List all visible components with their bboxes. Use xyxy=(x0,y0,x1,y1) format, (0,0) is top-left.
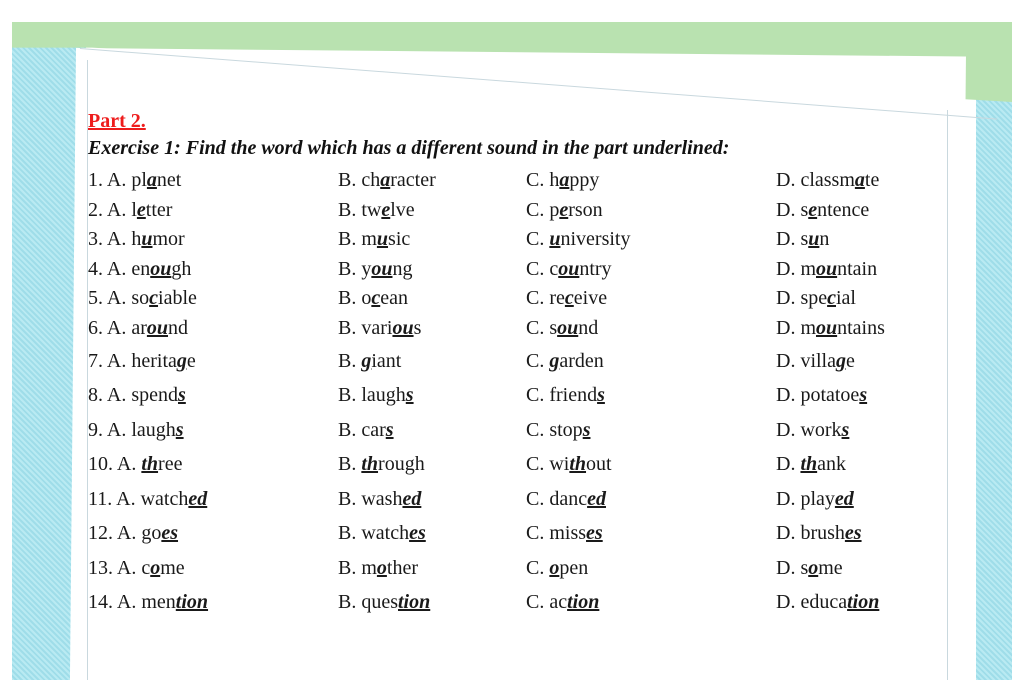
underlined-part: s xyxy=(841,418,850,441)
word-suffix: ntain xyxy=(837,257,878,280)
word-prefix: A. ar xyxy=(106,316,147,339)
underlined-part: s xyxy=(385,418,394,441)
question-number: 12. xyxy=(88,522,117,545)
option-b xyxy=(338,585,526,620)
underlined-part: tion xyxy=(567,591,600,614)
option-d xyxy=(776,284,948,314)
question-number: 8. xyxy=(88,384,107,407)
word-prefix: A. herita xyxy=(106,349,177,372)
word-prefix: C. stop xyxy=(526,418,583,441)
option-b xyxy=(338,314,526,344)
option-d xyxy=(776,166,948,196)
option-d xyxy=(776,516,948,551)
underlined-part: u xyxy=(808,228,820,251)
word-prefix: A. h xyxy=(106,228,142,251)
word-prefix: B. xyxy=(338,453,362,476)
underlined-part: u xyxy=(549,228,561,251)
underlined-part: s xyxy=(178,384,186,407)
word-prefix: B. o xyxy=(338,287,372,310)
option-c xyxy=(526,225,776,255)
underlined-part: o xyxy=(150,556,161,579)
question-row xyxy=(88,284,948,314)
question-row xyxy=(88,585,948,620)
word-prefix: B. laugh xyxy=(338,384,406,407)
question-number: 11. xyxy=(88,487,117,510)
word-prefix: D. work xyxy=(776,418,842,441)
word-prefix: C. ac xyxy=(526,591,568,614)
word-suffix: iable xyxy=(158,287,197,310)
word-suffix: me xyxy=(160,556,185,579)
word-prefix: D. s xyxy=(776,556,809,579)
word-suffix: ean xyxy=(380,287,408,310)
underlined-part: tion xyxy=(847,591,880,614)
word-suffix: nd xyxy=(578,316,599,339)
word-suffix: ree xyxy=(158,453,183,476)
option-b xyxy=(338,284,526,314)
option-a xyxy=(88,413,338,448)
word-prefix: B. wash xyxy=(338,487,403,510)
question-row xyxy=(88,551,948,586)
underlined-part: c xyxy=(564,287,574,310)
word-suffix: e xyxy=(186,349,196,372)
option-d xyxy=(776,255,948,285)
underlined-part: ed xyxy=(402,487,422,510)
word-prefix: C. p xyxy=(526,198,560,221)
word-suffix: niversity xyxy=(560,228,631,251)
underlined-part: ou xyxy=(557,316,579,339)
question-number: 1. xyxy=(88,169,107,191)
word-prefix: D. play xyxy=(776,487,835,510)
underlined-part: c xyxy=(149,287,159,310)
underlined-part: th xyxy=(361,453,379,476)
word-prefix: D. classm xyxy=(776,169,855,191)
option-d xyxy=(776,196,948,226)
option-b xyxy=(338,413,526,448)
option-a xyxy=(88,225,338,255)
option-d xyxy=(776,314,948,344)
word-prefix: C. xyxy=(526,349,550,372)
question-number: 3. xyxy=(88,228,107,251)
word-prefix: D. educa xyxy=(776,591,848,614)
underlined-part: ou xyxy=(558,257,580,280)
word-suffix: iant xyxy=(371,349,402,372)
option-b xyxy=(338,378,526,413)
word-suffix: pen xyxy=(559,556,589,579)
underlined-part: ou xyxy=(146,316,169,339)
word-suffix: mor xyxy=(152,228,185,251)
word-suffix: ank xyxy=(817,453,847,476)
word-suffix: nd xyxy=(168,316,189,339)
underlined-part: es xyxy=(161,522,179,545)
word-prefix: D. villa xyxy=(776,349,836,372)
word-prefix: B. tw xyxy=(338,198,382,221)
question-number: 2. xyxy=(88,198,107,221)
option-d xyxy=(776,447,948,482)
underlined-part: g xyxy=(836,349,846,372)
word-prefix: C. danc xyxy=(526,487,588,510)
underlined-part: o xyxy=(549,556,560,579)
question-number: 4. xyxy=(88,257,107,280)
question-number: 7. xyxy=(88,349,107,372)
word-prefix: B. vari xyxy=(338,316,393,339)
option-c xyxy=(526,284,776,314)
word-prefix: C. wi xyxy=(526,453,570,476)
word-prefix: D. brush xyxy=(776,522,845,545)
underlined-part: th xyxy=(141,453,159,476)
option-c xyxy=(526,314,776,344)
option-c xyxy=(526,585,776,620)
word-prefix: C. miss xyxy=(526,522,587,545)
underlined-part: s xyxy=(859,384,868,407)
question-row xyxy=(88,413,948,448)
underlined-part: a xyxy=(146,169,157,191)
question-number: 6. xyxy=(88,316,107,339)
option-d xyxy=(776,344,948,379)
word-prefix: C. xyxy=(526,228,550,251)
underlined-part: e xyxy=(559,198,569,221)
underlined-part: u xyxy=(141,228,153,251)
word-prefix: D. m xyxy=(776,316,816,339)
question-number: 10. xyxy=(88,453,117,476)
word-suffix: ng xyxy=(392,257,413,280)
underlined-part: s xyxy=(597,384,605,407)
underlined-part: g xyxy=(549,349,560,372)
option-b xyxy=(338,166,526,196)
word-prefix: C. re xyxy=(526,287,565,310)
word-suffix: out xyxy=(586,453,612,476)
word-prefix: D. spe xyxy=(776,287,828,310)
word-prefix: A. c xyxy=(116,556,151,579)
word-suffix: ntains xyxy=(837,316,885,339)
word-prefix: A. xyxy=(116,453,142,476)
option-a xyxy=(88,196,338,226)
decorative-right-border xyxy=(976,96,1012,680)
question-row xyxy=(88,482,948,517)
word-prefix: A. so xyxy=(106,287,150,310)
word-prefix: B. ques xyxy=(338,591,398,614)
underlined-part: es xyxy=(586,522,603,545)
question-row xyxy=(88,344,948,379)
option-d xyxy=(776,551,948,586)
underlined-part: ed xyxy=(188,487,208,510)
underlined-part: ou xyxy=(816,257,838,280)
word-suffix: tter xyxy=(145,198,173,221)
question-row xyxy=(88,447,948,482)
underlined-part: a xyxy=(559,169,570,191)
option-c xyxy=(526,196,776,226)
word-prefix: D. m xyxy=(776,257,816,280)
option-b xyxy=(338,551,526,586)
word-suffix: rough xyxy=(378,453,425,476)
underlined-part: o xyxy=(808,556,819,579)
question-row xyxy=(88,166,948,196)
word-prefix: A. l xyxy=(106,198,137,221)
word-suffix: ntry xyxy=(579,257,612,280)
word-suffix: ppy xyxy=(569,169,600,191)
option-a xyxy=(88,255,338,285)
option-b xyxy=(338,196,526,226)
word-prefix: B. car xyxy=(338,418,386,441)
option-a xyxy=(88,482,338,517)
underlined-part: ou xyxy=(392,316,414,339)
option-b xyxy=(338,225,526,255)
question-row xyxy=(88,225,948,255)
word-prefix: A. go xyxy=(116,522,162,545)
option-c xyxy=(526,482,776,517)
underlined-part: ou xyxy=(150,257,172,280)
word-prefix: C. c xyxy=(526,257,559,280)
word-prefix: A. en xyxy=(106,257,151,280)
word-suffix: racter xyxy=(390,169,436,191)
underlined-part: tion xyxy=(398,591,431,614)
word-suffix: te xyxy=(864,169,880,191)
word-suffix: me xyxy=(818,556,843,579)
word-suffix: net xyxy=(156,169,182,191)
word-prefix: D. potatoe xyxy=(776,384,860,407)
word-prefix: B. m xyxy=(338,556,377,579)
underlined-part: e xyxy=(136,198,146,221)
word-prefix: A. laugh xyxy=(106,418,176,441)
word-prefix: D. s xyxy=(776,198,809,221)
option-a xyxy=(88,314,338,344)
option-c xyxy=(526,516,776,551)
word-prefix: D. s xyxy=(776,228,809,251)
word-suffix: eive xyxy=(573,287,608,310)
option-c xyxy=(526,255,776,285)
question-row xyxy=(88,378,948,413)
question-number: 9. xyxy=(88,418,107,441)
underlined-part: tion xyxy=(175,591,209,614)
question-number: 13. xyxy=(88,556,117,579)
option-d xyxy=(776,225,948,255)
option-c xyxy=(526,166,776,196)
option-a xyxy=(88,551,338,586)
question-row xyxy=(88,255,948,285)
underlined-part: a xyxy=(854,169,865,191)
exercise-title: Exercise 1: Find the word which has a different sound in the part underlined: xyxy=(88,137,730,159)
question-row xyxy=(88,314,948,344)
part-title: Part 2. xyxy=(88,110,146,132)
option-b xyxy=(338,344,526,379)
option-a xyxy=(88,447,338,482)
underlined-part: ed xyxy=(587,487,606,510)
option-a xyxy=(88,344,338,379)
option-c xyxy=(526,551,776,586)
option-b xyxy=(338,482,526,517)
word-suffix: ntence xyxy=(817,198,870,221)
question-list xyxy=(88,166,948,620)
underlined-part: g xyxy=(176,349,187,372)
option-c xyxy=(526,413,776,448)
option-a xyxy=(88,378,338,413)
question-row xyxy=(88,196,948,226)
underlined-part: es xyxy=(409,522,426,545)
word-suffix: ial xyxy=(836,287,856,310)
option-c xyxy=(526,344,776,379)
underlined-part: s xyxy=(405,384,414,407)
word-suffix: rson xyxy=(568,198,603,221)
word-prefix: B. y xyxy=(338,257,372,280)
option-a xyxy=(88,284,338,314)
option-d xyxy=(776,585,948,620)
word-prefix: B. xyxy=(338,349,362,372)
word-suffix: n xyxy=(819,228,830,251)
word-suffix: e xyxy=(846,349,855,372)
underlined-part: e xyxy=(808,198,818,221)
question-row xyxy=(88,516,948,551)
word-prefix: A. men xyxy=(116,591,176,614)
worksheet-content xyxy=(88,108,948,620)
option-c xyxy=(526,378,776,413)
word-prefix: C. s xyxy=(526,316,558,339)
word-prefix: A. pl xyxy=(106,169,147,191)
question-number: 5. xyxy=(88,287,107,310)
word-prefix: A. watch xyxy=(116,487,189,510)
underlined-part: e xyxy=(381,198,391,221)
underlined-part: a xyxy=(380,169,391,191)
word-suffix: arden xyxy=(559,349,604,372)
word-suffix: gh xyxy=(171,257,192,280)
option-b xyxy=(338,516,526,551)
underlined-part: th xyxy=(800,453,818,476)
option-d xyxy=(776,482,948,517)
word-prefix: B. m xyxy=(338,228,377,251)
underlined-part: o xyxy=(376,556,387,579)
option-a xyxy=(88,585,338,620)
underlined-part: u xyxy=(376,228,389,251)
word-suffix: s xyxy=(413,316,422,339)
underlined-part: ou xyxy=(816,316,838,339)
underlined-part: s xyxy=(175,418,184,441)
question-number: 14. xyxy=(88,591,117,614)
option-d xyxy=(776,378,948,413)
option-a xyxy=(88,516,338,551)
word-suffix: ther xyxy=(386,556,418,579)
option-a xyxy=(88,166,338,196)
word-prefix: B. ch xyxy=(338,169,381,191)
underlined-part: s xyxy=(582,418,591,441)
word-suffix: sic xyxy=(388,228,411,251)
underlined-part: ed xyxy=(834,487,854,510)
underlined-part: th xyxy=(569,453,587,476)
underlined-part: c xyxy=(827,287,836,310)
option-c xyxy=(526,447,776,482)
underlined-part: es xyxy=(844,522,862,545)
option-b xyxy=(338,447,526,482)
underlined-part: g xyxy=(361,349,372,372)
word-prefix: C. friend xyxy=(526,384,598,407)
underlined-part: ou xyxy=(371,257,393,280)
option-b xyxy=(338,255,526,285)
underlined-part: c xyxy=(371,287,381,310)
word-prefix: C. h xyxy=(526,169,560,191)
word-prefix: C. xyxy=(526,556,550,579)
word-prefix: B. watch xyxy=(338,522,410,545)
word-suffix: lve xyxy=(390,198,415,221)
word-prefix: A. spend xyxy=(106,384,179,407)
word-prefix: D. xyxy=(776,453,801,476)
option-d xyxy=(776,413,948,448)
